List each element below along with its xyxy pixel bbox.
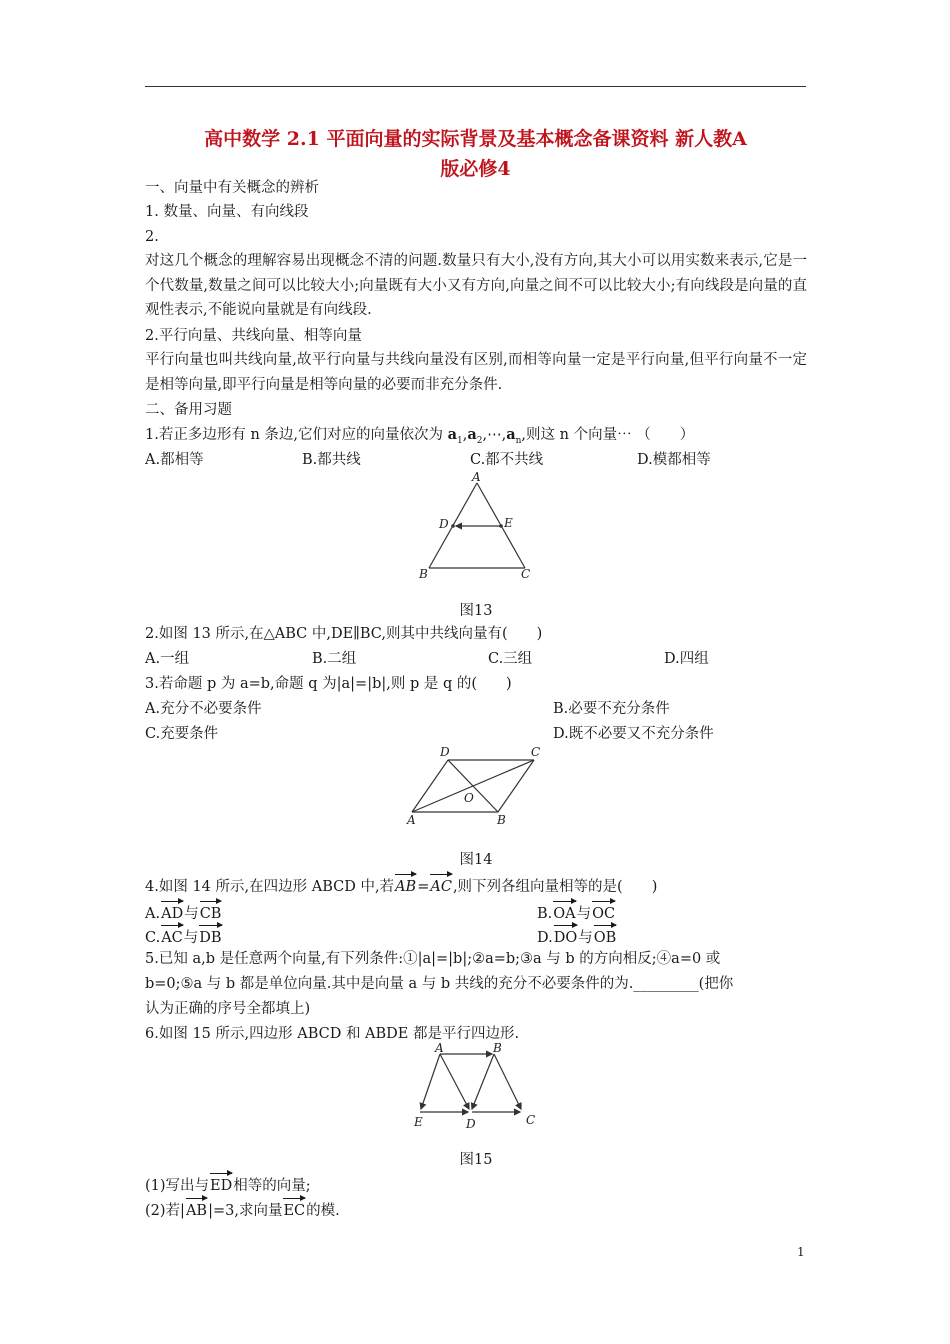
q4-c-and: 与 (183, 930, 199, 946)
q4-c-vec1: AC (161, 922, 183, 950)
q4-d-vec1: DO (554, 922, 578, 950)
q1-prefix: 1.若正多边形有 n 条边,它们对应的向量依次为 (145, 427, 448, 443)
q1-a1: a (447, 426, 458, 443)
q4-option-a-label: A. (145, 906, 161, 922)
figure-13-caption: 图13 (459, 603, 493, 619)
q6-vector-ec: EC (283, 1195, 305, 1223)
fig13-label-a: A (472, 470, 481, 484)
fig15-label-a: A (435, 1042, 444, 1055)
question-1: 1.若正多边形有 n 条边,它们对应的向量依次为 $a_1,a_2,\cdots,a_n$,则这 n 个向量⋯ （ ） (145, 426, 695, 446)
q1-option-c: C.都不共线 (470, 452, 544, 468)
q1-an: a (506, 426, 516, 443)
fig15-label-b: B (493, 1042, 502, 1055)
question-2: 2.如图 13 所示,在△ABC 中,DE∥BC,则其中共线向量有( ) (145, 626, 543, 642)
question-6-part-1 (145, 1170, 311, 1198)
figure-13 (412, 470, 542, 585)
question-6-part-2 (145, 1195, 340, 1223)
q4-equals: = (417, 879, 430, 895)
fig13-label-c: C (521, 567, 531, 581)
document-title (145, 124, 806, 184)
q4-b-vec1: OA (553, 898, 575, 926)
question-5-line-1: 5.已知 a,b 是任意两个向量,有下列条件:①|a|=|b|;②a=b;③a 与 b 的方向相反;④a=0 或 (145, 951, 721, 967)
title-line-2: 版必修4 (440, 158, 511, 180)
question-4 (145, 871, 657, 899)
q4-c-vec2: DB (199, 922, 221, 950)
q3-option-d: D.既不必要又不充分条件 (553, 726, 714, 742)
q6-p2-mid: |=3,求向量 (208, 1203, 283, 1219)
q1-option-b: B.都共线 (302, 452, 361, 468)
q1-option-d: D.模都相等 (637, 452, 711, 468)
q1-mid: ,⋯, (482, 427, 507, 443)
fig14-label-a: A (407, 813, 416, 827)
question-6: 6.如图 15 所示,四边形 ABCD 和 ABDE 都是平行四边形. (145, 1026, 520, 1042)
q4-option-c-label: C. (145, 930, 161, 946)
fig15-label-c: C (526, 1113, 536, 1127)
paragraph-1: 对这几个概念的理解容易出现概念不清的问题.数量只有大小,没有方向,其大小可以用实数来表示,它是一个代数量,数量之间可以比较大小;向量既有大小又有方向,向量之间不可以比较大小;有向线段是向量的直观性表示,不能说向量就是有向线段. (145, 253, 807, 318)
section-1-item-1: 1. 数量、向量、有向线段 (145, 204, 309, 220)
title-line-1: 高中数学 2.1 平面向量的实际背景及基本概念备课资料 新人教A (204, 128, 747, 150)
page-number: 1 (797, 1245, 805, 1259)
q2-option-a: A.一组 (145, 651, 190, 667)
q4-d-and: 与 (578, 930, 593, 946)
figure-15-caption: 图15 (459, 1152, 493, 1168)
q2-option-c: C.三组 (488, 651, 533, 667)
fig15-label-d: D (466, 1117, 476, 1131)
q1-sub2: 2 (476, 435, 483, 446)
section-2-heading: 二、备用习题 (145, 402, 232, 418)
q3-option-a: A.充分不必要条件 (145, 701, 262, 717)
q1-option-a: A.都相等 (145, 452, 204, 468)
q1-sub1: 1 (457, 435, 463, 446)
figure-14 (400, 742, 550, 830)
q4-vector-ab: AB (395, 871, 416, 899)
section-1-item-2: 2. (145, 229, 159, 245)
figure-14-caption: 图14 (459, 852, 493, 868)
fig14-label-b: B (497, 813, 506, 827)
q4-b-vec2: OC (592, 898, 615, 926)
q4-suffix: ,则下列各组向量相等的是( ) (452, 879, 658, 895)
q2-option-d: D.四组 (664, 651, 709, 667)
fig14-label-c: C (531, 745, 541, 759)
q4-option-d-label: D. (537, 930, 553, 946)
section-1-item-3: 2.平行向量、共线向量、相等向量 (145, 328, 362, 344)
fig14-label-d: D (440, 745, 450, 759)
q4-option-b-label: B. (537, 906, 553, 922)
q1-suffix: ,则这 n 个向量⋯ （ ） (521, 427, 695, 443)
fig13-label-d: D (439, 517, 449, 531)
q6-vector-ab: AB (186, 1195, 207, 1223)
q4-vector-ac: AC (430, 871, 452, 899)
q6-p1-suffix: 相等的向量; (233, 1178, 311, 1194)
q4-a-and: 与 (184, 906, 199, 922)
fig13-label-b: B (419, 567, 428, 581)
q6-p2-suffix: 的模. (306, 1203, 340, 1219)
q4-a-vec1: AD (161, 898, 183, 926)
q3-option-c: C.充要条件 (145, 726, 219, 742)
q3-option-b: B.必要不充分条件 (553, 701, 670, 717)
question-5-line-2: b=0;⑤a 与 b 都是单位向量.其中是向量 a 与 b 共线的充分不必要条件的为._________(把你 (145, 976, 734, 992)
q1-a2: a (467, 426, 477, 443)
q6-p1-prefix: (1)写出与 (145, 1178, 210, 1194)
q4-a-vec2: CB (200, 898, 222, 926)
fig15-label-e: E (414, 1115, 423, 1129)
q6-vector-ed: ED (210, 1170, 232, 1198)
section-1-heading: 一、向量中有关概念的辨析 (145, 180, 319, 196)
q1-subn: n (515, 435, 522, 446)
q4-option-c (145, 922, 223, 950)
question-5-line-3: 认为正确的序号全都填上) (145, 1001, 311, 1017)
question-3: 3.若命题 p 为 a=b,命题 q 为|a|=|b|,则 p 是 q 的( ) (145, 676, 512, 692)
paragraph-2: 平行向量也叫共线向量,故平行向量与共线向量没有区别,而相等向量一定是平行向量,但平行向量不一定是相等向量,即平行向量是相等向量的必要而非充分条件. (145, 352, 807, 393)
figure-15 (408, 1042, 548, 1132)
q2-option-b: B.二组 (312, 651, 357, 667)
q4-prefix: 4.如图 14 所示,在四边形 ABCD 中,若 (145, 879, 395, 895)
fig14-label-o: O (464, 791, 474, 805)
header-rule (145, 86, 806, 87)
q4-d-vec2: OB (594, 922, 617, 950)
q6-p2-prefix: (2)若| (145, 1203, 185, 1219)
q4-b-and: 与 (576, 906, 592, 922)
fig13-label-e: E (504, 516, 513, 530)
q4-option-d (537, 922, 617, 950)
